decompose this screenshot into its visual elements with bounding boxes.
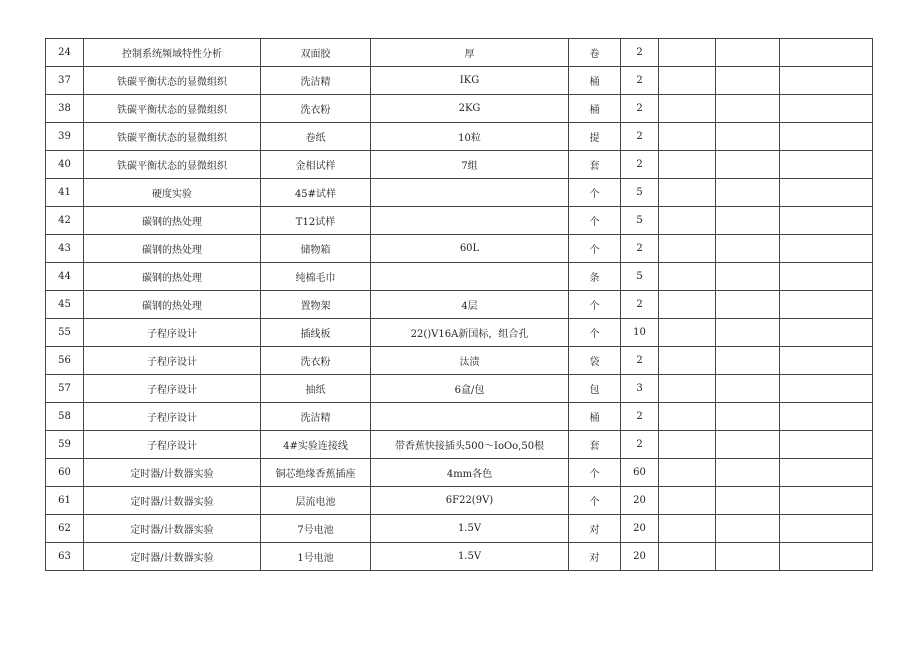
item-name-cell: 铜芯绝缘香蕉插座 [261, 459, 371, 487]
experiment-name-cell: 子程序设计 [84, 403, 261, 431]
table-row [46, 459, 873, 487]
blank-cell [659, 235, 716, 263]
blank-cell [659, 347, 716, 375]
blank-cell [780, 95, 873, 123]
blank-cell [716, 543, 780, 571]
unit-cell: 对 [569, 515, 621, 543]
experiment-name-cell: 铁碳平衡状态的显微组织 [84, 95, 261, 123]
row-number-cell: 63 [46, 543, 84, 571]
row-number-cell: 39 [46, 123, 84, 151]
table-row [46, 347, 873, 375]
experiment-name-cell: 子程序设计 [84, 375, 261, 403]
item-name-cell: 纯棉毛巾 [261, 263, 371, 291]
blank-cell [716, 67, 780, 95]
item-name-cell: 双面胶 [261, 39, 371, 67]
blank-cell [716, 179, 780, 207]
quantity-cell: 2 [621, 235, 659, 263]
blank-cell [716, 151, 780, 179]
quantity-cell: 10 [621, 319, 659, 347]
spec-cell: 22()V16A新国标，组合孔 [371, 319, 569, 347]
quantity-cell: 2 [621, 291, 659, 319]
spec-cell: 10粒 [371, 123, 569, 151]
item-name-cell: 洗洁精 [261, 67, 371, 95]
blank-cell [780, 235, 873, 263]
quantity-cell: 20 [621, 515, 659, 543]
experiment-name-cell: 硬度实验 [84, 179, 261, 207]
table-row [46, 487, 873, 515]
blank-cell [716, 375, 780, 403]
unit-cell: 个 [569, 291, 621, 319]
table-row [46, 291, 873, 319]
quantity-cell: 20 [621, 543, 659, 571]
blank-cell [780, 459, 873, 487]
blank-cell [716, 459, 780, 487]
spec-cell: 汰渍 [371, 347, 569, 375]
unit-cell: 提 [569, 123, 621, 151]
table-body [46, 39, 873, 571]
spec-cell [371, 263, 569, 291]
experiment-name-cell: 定时器/计数器实验 [84, 459, 261, 487]
row-number-cell: 37 [46, 67, 84, 95]
unit-cell: 个 [569, 207, 621, 235]
blank-cell [659, 207, 716, 235]
unit-cell: 个 [569, 319, 621, 347]
spec-cell: 60L [371, 235, 569, 263]
blank-cell [659, 67, 716, 95]
item-name-cell: 4#实验连接线 [261, 431, 371, 459]
blank-cell [659, 543, 716, 571]
table-row [46, 319, 873, 347]
table-row [46, 431, 873, 459]
unit-cell: 桶 [569, 403, 621, 431]
row-number-cell: 42 [46, 207, 84, 235]
experiment-name-cell: 定时器/计数器实验 [84, 515, 261, 543]
quantity-cell: 2 [621, 95, 659, 123]
item-name-cell: 7号电池 [261, 515, 371, 543]
experiment-name-cell: 碳钢的热处理 [84, 235, 261, 263]
table-row [46, 375, 873, 403]
item-name-cell: 抽纸 [261, 375, 371, 403]
blank-cell [659, 319, 716, 347]
quantity-cell: 2 [621, 403, 659, 431]
quantity-cell: 2 [621, 431, 659, 459]
quantity-cell: 2 [621, 39, 659, 67]
experiment-name-cell: 铁碳平衡状态的显微组织 [84, 151, 261, 179]
unit-cell: 包 [569, 375, 621, 403]
equipment-table [45, 38, 873, 571]
item-name-cell: 金相试样 [261, 151, 371, 179]
unit-cell: 条 [569, 263, 621, 291]
experiment-name-cell: 铁碳平衡状态的显微组织 [84, 67, 261, 95]
blank-cell [780, 347, 873, 375]
item-name-cell: 洗衣粉 [261, 95, 371, 123]
experiment-name-cell: 控制系统频域特性分析 [84, 39, 261, 67]
row-number-cell: 55 [46, 319, 84, 347]
experiment-name-cell: 碳钢的热处理 [84, 263, 261, 291]
experiment-name-cell: 定时器/计数器实验 [84, 543, 261, 571]
blank-cell [716, 235, 780, 263]
table-row [46, 123, 873, 151]
blank-cell [659, 151, 716, 179]
quantity-cell: 20 [621, 487, 659, 515]
experiment-name-cell: 碳钢的热处理 [84, 291, 261, 319]
experiment-name-cell: 碳钢的热处理 [84, 207, 261, 235]
blank-cell [780, 151, 873, 179]
item-name-cell: 1号电池 [261, 543, 371, 571]
quantity-cell: 2 [621, 67, 659, 95]
table-row [46, 95, 873, 123]
blank-cell [716, 207, 780, 235]
blank-cell [716, 123, 780, 151]
blank-cell [780, 263, 873, 291]
blank-cell [659, 291, 716, 319]
blank-cell [659, 123, 716, 151]
experiment-name-cell: 子程序设计 [84, 319, 261, 347]
spec-cell [371, 207, 569, 235]
blank-cell [780, 179, 873, 207]
row-number-cell: 44 [46, 263, 84, 291]
spec-cell [371, 179, 569, 207]
blank-cell [780, 39, 873, 67]
blank-cell [716, 39, 780, 67]
quantity-cell: 5 [621, 207, 659, 235]
blank-cell [659, 515, 716, 543]
blank-cell [659, 459, 716, 487]
row-number-cell: 24 [46, 39, 84, 67]
unit-cell: 桶 [569, 95, 621, 123]
blank-cell [716, 291, 780, 319]
blank-cell [716, 403, 780, 431]
blank-cell [780, 403, 873, 431]
item-name-cell: 洗洁精 [261, 403, 371, 431]
blank-cell [659, 95, 716, 123]
unit-cell: 套 [569, 151, 621, 179]
unit-cell: 套 [569, 431, 621, 459]
table-row [46, 39, 873, 67]
quantity-cell: 2 [621, 347, 659, 375]
blank-cell [716, 431, 780, 459]
experiment-name-cell: 子程序设计 [84, 347, 261, 375]
unit-cell: 卷 [569, 39, 621, 67]
spec-cell: 4mm各色 [371, 459, 569, 487]
item-name-cell: 储物箱 [261, 235, 371, 263]
table-row [46, 263, 873, 291]
blank-cell [716, 347, 780, 375]
row-number-cell: 45 [46, 291, 84, 319]
table-row [46, 151, 873, 179]
blank-cell [780, 123, 873, 151]
item-name-cell: 卷纸 [261, 123, 371, 151]
quantity-cell: 5 [621, 179, 659, 207]
blank-cell [780, 375, 873, 403]
unit-cell: 个 [569, 459, 621, 487]
row-number-cell: 57 [46, 375, 84, 403]
spec-cell: 带香蕉快接插头500～IoOo,50根 [371, 431, 569, 459]
row-number-cell: 40 [46, 151, 84, 179]
blank-cell [716, 95, 780, 123]
blank-cell [780, 291, 873, 319]
blank-cell [659, 487, 716, 515]
row-number-cell: 62 [46, 515, 84, 543]
blank-cell [659, 263, 716, 291]
item-name-cell: 置物架 [261, 291, 371, 319]
row-number-cell: 43 [46, 235, 84, 263]
blank-cell [780, 543, 873, 571]
quantity-cell: 60 [621, 459, 659, 487]
blank-cell [780, 207, 873, 235]
unit-cell: 对 [569, 543, 621, 571]
table-row [46, 67, 873, 95]
blank-cell [780, 67, 873, 95]
item-name-cell: 洗衣粉 [261, 347, 371, 375]
experiment-name-cell: 铁碳平衡状态的显微组织 [84, 123, 261, 151]
unit-cell: 个 [569, 179, 621, 207]
unit-cell: 个 [569, 235, 621, 263]
blank-cell [659, 375, 716, 403]
blank-cell [716, 487, 780, 515]
quantity-cell: 2 [621, 123, 659, 151]
spec-cell: 1.5V [371, 543, 569, 571]
table-row [46, 207, 873, 235]
item-name-cell: T12试样 [261, 207, 371, 235]
row-number-cell: 41 [46, 179, 84, 207]
experiment-name-cell: 子程序设计 [84, 431, 261, 459]
spec-cell: 4层 [371, 291, 569, 319]
blank-cell [716, 319, 780, 347]
blank-cell [659, 431, 716, 459]
item-name-cell: 插线板 [261, 319, 371, 347]
quantity-cell: 3 [621, 375, 659, 403]
row-number-cell: 59 [46, 431, 84, 459]
blank-cell [716, 263, 780, 291]
experiment-name-cell: 定时器/计数器实验 [84, 487, 261, 515]
spec-cell: 6盒/包 [371, 375, 569, 403]
blank-cell [659, 39, 716, 67]
blank-cell [780, 431, 873, 459]
unit-cell: 个 [569, 487, 621, 515]
spec-cell: IKG [371, 67, 569, 95]
table-row [46, 403, 873, 431]
item-name-cell: 层流电池 [261, 487, 371, 515]
row-number-cell: 61 [46, 487, 84, 515]
spec-cell: 厚 [371, 39, 569, 67]
blank-cell [780, 487, 873, 515]
spec-cell: 1.5V [371, 515, 569, 543]
row-number-cell: 56 [46, 347, 84, 375]
table-row [46, 543, 873, 571]
blank-cell [659, 403, 716, 431]
row-number-cell: 60 [46, 459, 84, 487]
table-row [46, 515, 873, 543]
spec-cell: 2KG [371, 95, 569, 123]
table-row [46, 179, 873, 207]
table-row [46, 235, 873, 263]
item-name-cell: 45#试样 [261, 179, 371, 207]
blank-cell [780, 515, 873, 543]
unit-cell: 桶 [569, 67, 621, 95]
unit-cell: 袋 [569, 347, 621, 375]
quantity-cell: 5 [621, 263, 659, 291]
blank-cell [780, 319, 873, 347]
blank-cell [659, 179, 716, 207]
blank-cell [716, 515, 780, 543]
row-number-cell: 38 [46, 95, 84, 123]
row-number-cell: 58 [46, 403, 84, 431]
spec-cell: 6F22(9V) [371, 487, 569, 515]
spec-cell [371, 403, 569, 431]
spec-cell: 7组 [371, 151, 569, 179]
quantity-cell: 2 [621, 151, 659, 179]
